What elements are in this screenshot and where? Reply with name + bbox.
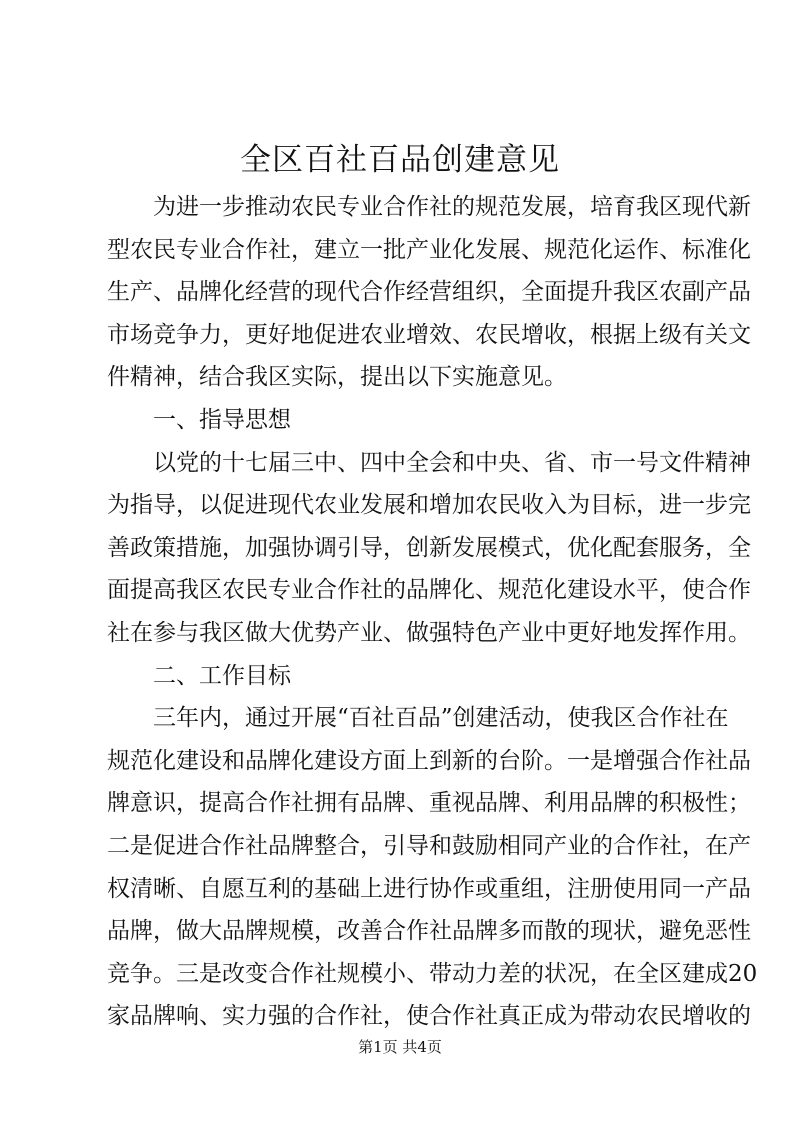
paragraph-line: 规范化建设和品牌化建设方面上到新的台阶。一是增强合作社品 xyxy=(107,747,751,774)
section-heading: 一、指导思想 xyxy=(153,406,291,433)
paragraph-line: 市场竞争力，更好地促进农业增效、农民增收，根据上级有关文 xyxy=(107,321,751,348)
paragraph-line: 权清晰、自愿互利的基础上进行协作或重组，注册使用同一产品 xyxy=(107,875,751,902)
paragraph-line: 牌意识，提高合作社拥有品牌、重视品牌、利用品牌的积极性； xyxy=(107,790,751,817)
section-heading: 二、工作目标 xyxy=(153,662,291,689)
paragraph-line: 二是促进合作社品牌整合，引导和鼓励相同产业的合作社，在产 xyxy=(107,832,751,859)
page-footer: 第1页 共4页 xyxy=(358,1038,442,1056)
paragraph-line: 三年内，通过开展“百社百品”创建活动，使我区合作社在 xyxy=(153,705,729,732)
paragraph-line: 件精神，结合我区实际，提出以下实施意见。 xyxy=(107,364,567,391)
paragraph-line: 面提高我区农民专业合作社的品牌化、规范化建设水平，使合作 xyxy=(107,577,751,604)
paragraph-line: 善政策措施，加强协调引导，创新发展模式，优化配套服务，全 xyxy=(107,534,751,561)
paragraph-line: 以党的十七届三中、四中全会和中央、省、市一号文件精神 xyxy=(153,449,751,476)
document-title: 全区百社百品创建意见 xyxy=(240,142,560,178)
paragraph-line: 为进一步推动农民专业合作社的规范发展，培育我区现代新 xyxy=(153,194,751,220)
paragraph-line: 竞争。三是改变合作社规模小、带动力差的状况，在全区建成20 xyxy=(107,960,758,987)
document-body xyxy=(107,186,758,1038)
paragraph-line: 品牌，做大品牌规模，改善合作社品牌多而散的现状，避免恶性 xyxy=(107,918,751,945)
paragraph-line: 家品牌响、实力强的合作社，使合作社真正成为带动农民增收的 xyxy=(107,1003,751,1030)
paragraph-line: 型农民专业合作社，建立一批产业化发展、规范化运作、标准化 xyxy=(107,236,751,263)
paragraph-line: 社在参与我区做大优势产业、做强特色产业中更好地发挥作用。 xyxy=(107,619,751,646)
paragraph-line: 为指导，以促进现代农业发展和增加农民收入为目标，进一步完 xyxy=(107,492,751,519)
paragraph-line: 生产、品牌化经营的现代合作经营组织，全面提升我区农副产品 xyxy=(107,279,751,306)
